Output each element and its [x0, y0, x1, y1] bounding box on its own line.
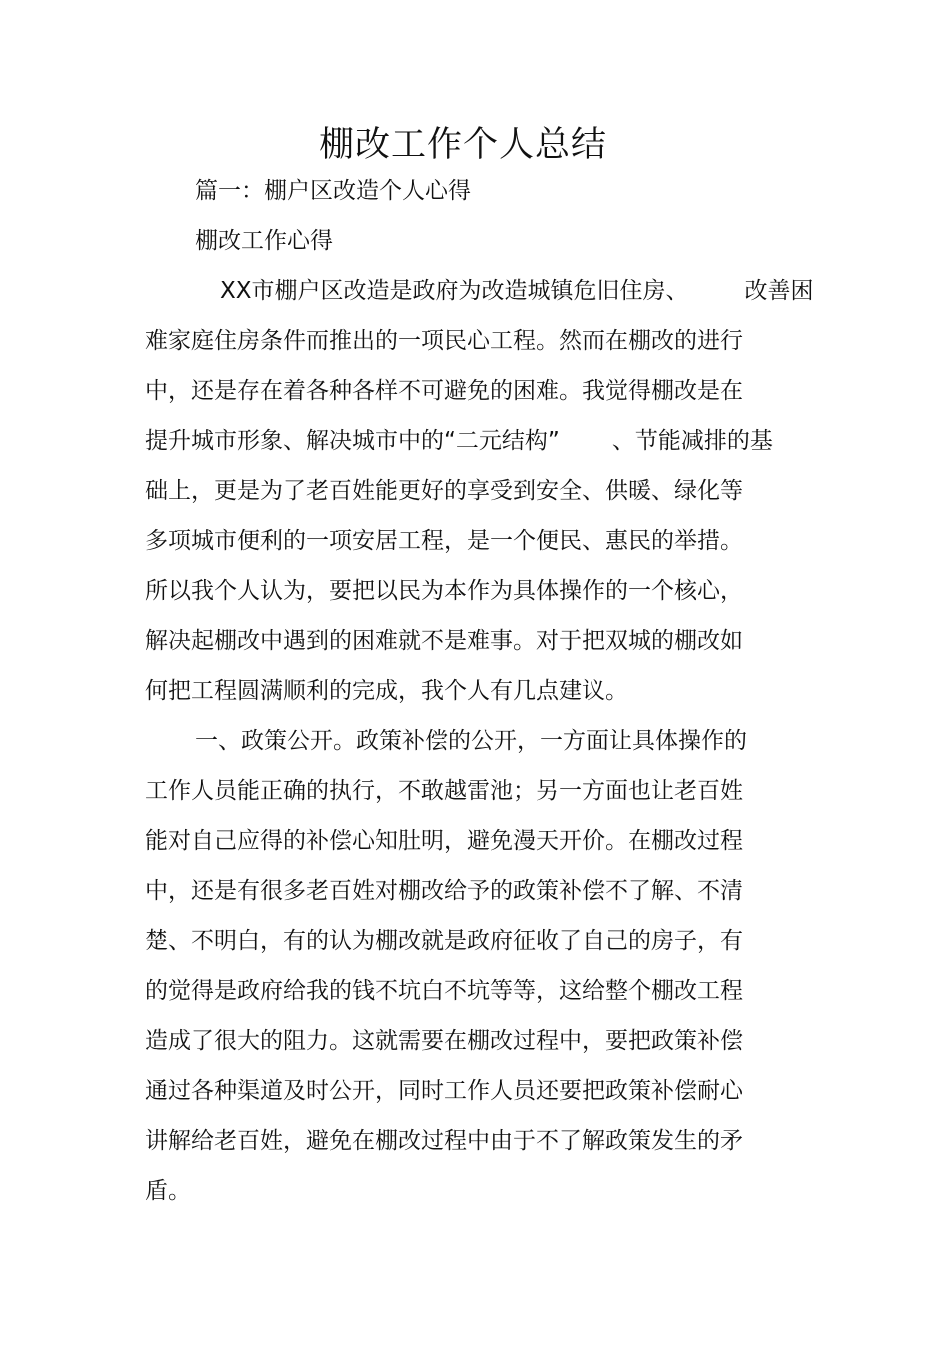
- paragraph-line: 所以我个人认为，要把以民为本作为具体操作的一个核心，: [145, 578, 743, 604]
- paragraph-line: 工作人员能正确的执行，不敢越雷池；另一方面也让老百姓: [145, 778, 743, 804]
- text-segment: XX市棚户区改造是政府为改造城镇危旧住房、: [220, 278, 689, 304]
- paragraph-line: 通过各种渠道及时公开，同时工作人员还要把政策补偿耐心: [145, 1078, 743, 1104]
- paragraph-line: [145, 425, 773, 457]
- paragraph-line: 讲解给老百姓，避免在棚改过程中由于不了解政策发生的矛: [145, 1128, 743, 1154]
- paragraph-line: 盾。: [145, 1178, 191, 1204]
- text-segment: 改善困: [744, 278, 814, 304]
- paragraph-line: 多项城市便利的一项安居工程，是一个便民、惠民的举措。: [145, 528, 743, 554]
- paragraph-line: 一、政策公开。政策补偿的公开，一方面让具体操作的: [195, 728, 747, 754]
- paragraph-line: [220, 275, 814, 307]
- paragraph-line: 造成了很大的阻力。这就需要在棚改过程中，要把政策补偿: [145, 1028, 743, 1054]
- paragraph-line: 解决起棚改中遇到的困难就不是难事。对于把双城的棚改如: [145, 628, 743, 654]
- paragraph-line: 础上，更是为了老百姓能更好的享受到安全、供暖、绿化等: [145, 478, 743, 504]
- section-title: 棚改工作心得: [195, 228, 333, 254]
- paragraph-line: 中，还是存在着各种各样不可避免的困难。我觉得棚改是在: [145, 378, 743, 404]
- paragraph-line: 难家庭住房条件而推出的一项民心工程。然而在棚改的进行: [145, 328, 743, 354]
- text-segment: 、节能减排的基: [611, 428, 773, 454]
- paragraph-line: 中，还是有很多老百姓对棚改给予的政策补偿不了解、不清: [145, 878, 743, 904]
- text-segment: 提升城市形象、解决城市中的“二元结构”: [145, 428, 560, 454]
- paragraph-line: 的觉得是政府给我的钱不坑白不坑等等，这给整个棚改工程: [145, 978, 743, 1004]
- paragraph-line: 能对自己应得的补偿心知肚明，避免漫天开价。在棚改过程: [145, 828, 743, 854]
- document-title: 棚改工作个人总结: [318, 125, 607, 165]
- paragraph-line: 楚、不明白，有的认为棚改就是政府征收了自己的房子，有: [145, 928, 743, 954]
- paragraph-line: 何把工程圆满顺利的完成，我个人有几点建议。: [145, 678, 628, 704]
- subheading: 篇一：棚户区改造个人心得: [195, 178, 471, 204]
